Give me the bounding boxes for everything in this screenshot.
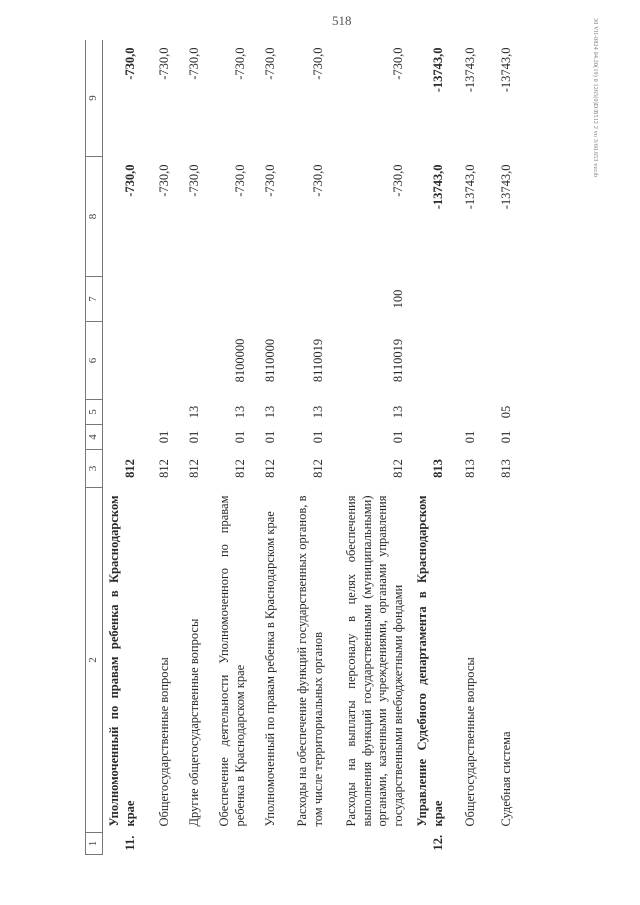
code-col6: 8100000 [232, 338, 247, 383]
row-name: Уполномоченный по правам ребенка в Краснодарском крае [262, 511, 277, 827]
code-col3: 812 [262, 459, 277, 478]
amount-col9: -730,0 [310, 47, 325, 80]
row-number [327, 833, 407, 855]
code-col3: 813 [430, 459, 445, 478]
row-number [203, 833, 249, 855]
amount-col8: -730,0 [390, 164, 405, 197]
code-col4: 01 [186, 430, 201, 444]
code-col7 [173, 277, 203, 322]
header-cell: 1 [86, 833, 103, 855]
amount-col9: -13743,0 [430, 47, 445, 93]
table-row [327, 40, 407, 855]
code-col6 [173, 322, 203, 400]
amount-col8: -730,0 [122, 164, 137, 197]
code-col4: 01 [462, 430, 477, 444]
header-row [86, 40, 103, 855]
code-col6 [103, 322, 139, 400]
code-col6 [139, 322, 173, 400]
code-col3: 812 [156, 459, 171, 478]
table-row [279, 40, 327, 855]
row-name: Расходы на выплаты персоналу в целях обеспечения выполнения функций государственными (муниципальными) органами, казенными учреждениями, органами управления государственными внебюджетными фондами [344, 495, 405, 827]
header-cell: 5 [86, 400, 103, 425]
header-cell: 8 [86, 157, 103, 277]
row-name: Обеспечение деятельности Уполномоченного по правам ребенка в Краснодарском крае [217, 495, 247, 827]
table-row [139, 40, 173, 855]
row-number [139, 833, 173, 855]
row-number [173, 833, 203, 855]
amount-col8: -13743,0 [462, 164, 477, 210]
code-col4: 01 [232, 430, 247, 444]
table-row [103, 40, 139, 855]
code-col4: 01 [262, 430, 277, 444]
side-note: 30 VII-0824 04.20(19) 0 1265(0)D/B512 2 vu 3/60.653 vecib [592, 18, 598, 178]
amount-col8: -730,0 [262, 164, 277, 197]
code-col7 [279, 277, 327, 322]
code-col7 [407, 277, 447, 322]
row-name: Уполномоченный по правам ребенка в Краснодарском крае [107, 495, 137, 827]
code-col7 [479, 277, 515, 322]
code-col6 [447, 322, 479, 400]
header-cell: 7 [86, 277, 103, 322]
table-row [447, 40, 479, 855]
code-col3: 813 [462, 459, 477, 478]
amount-col8: -13743,0 [430, 164, 445, 210]
code-col3: 813 [498, 459, 513, 478]
code-col4: 01 [390, 430, 405, 444]
row-number [249, 833, 279, 855]
row-number [279, 833, 327, 855]
code-col3: 812 [390, 459, 405, 478]
amount-col9: -730,0 [262, 47, 277, 80]
header-cell: 9 [86, 40, 103, 157]
rotated-table-area [85, 40, 605, 855]
row-number [479, 833, 515, 855]
code-col4 [407, 425, 447, 450]
amount-col9: -730,0 [232, 47, 247, 80]
code-col5: 13 [262, 405, 277, 419]
code-col7 [103, 277, 139, 322]
amount-col8: -13743,0 [498, 164, 513, 210]
code-col7: 100 [390, 289, 405, 309]
header-cell: 6 [86, 322, 103, 400]
code-col5: 05 [498, 405, 513, 419]
page-number: 518 [332, 13, 352, 28]
amount-col8: -730,0 [232, 164, 247, 197]
amount-col9: -13743,0 [462, 47, 477, 93]
code-col5 [407, 400, 447, 425]
code-col5: 13 [186, 405, 201, 419]
row-number: 12. [430, 834, 445, 851]
code-col7 [139, 277, 173, 322]
code-col5: 13 [390, 405, 405, 419]
table-row [407, 40, 447, 855]
code-col3: 812 [186, 459, 201, 478]
code-col6: 8110000 [262, 338, 277, 383]
code-col6: 8110019 [390, 338, 405, 383]
row-name: Судебная система [498, 731, 513, 827]
amount-col9: -13743,0 [498, 47, 513, 93]
amount-col9: -730,0 [156, 47, 171, 80]
code-col4: 01 [156, 430, 171, 444]
row-name: Управление Судебного департамента в Краснодарском крае [415, 495, 445, 827]
code-col5: 13 [310, 405, 325, 419]
code-col7 [249, 277, 279, 322]
header-cell: 3 [86, 450, 103, 488]
row-name: Расходы на обеспечение функций государственных органов, в том числе территориальных органов [295, 495, 325, 827]
code-col4: 01 [310, 430, 325, 444]
table-row [479, 40, 515, 855]
row-number [447, 833, 479, 855]
header-cell: 2 [86, 488, 103, 833]
table-row [173, 40, 203, 855]
amount-col9: -730,0 [186, 47, 201, 80]
budget-table [85, 40, 515, 855]
code-col3: 812 [310, 459, 325, 478]
amount-col8: -730,0 [156, 164, 171, 197]
row-name: Другие общегосударственные вопросы [186, 618, 201, 827]
code-col3: 812 [122, 459, 137, 478]
code-col4: 01 [498, 430, 513, 444]
amount-col8: -730,0 [186, 164, 201, 197]
code-col6 [479, 322, 515, 400]
row-number: 11. [122, 835, 137, 851]
table-row [249, 40, 279, 855]
table-body [86, 40, 515, 855]
code-col7 [203, 277, 249, 322]
amount-col9: -730,0 [390, 47, 405, 80]
code-col6: 8110019 [310, 338, 325, 383]
code-col5 [103, 400, 139, 425]
code-col4 [103, 425, 139, 450]
code-col5 [447, 400, 479, 425]
row-name: Общегосударственные вопросы [462, 657, 477, 827]
code-col3: 812 [232, 459, 247, 478]
code-col6 [407, 322, 447, 400]
header-cell: 4 [86, 425, 103, 450]
amount-col8: -730,0 [310, 164, 325, 197]
code-col5: 13 [232, 405, 247, 419]
code-col7 [447, 277, 479, 322]
amount-col9: -730,0 [122, 47, 137, 80]
code-col5 [139, 400, 173, 425]
rotated-page [85, 40, 605, 855]
row-name: Общегосударственные вопросы [156, 657, 171, 827]
table-row [203, 40, 249, 855]
